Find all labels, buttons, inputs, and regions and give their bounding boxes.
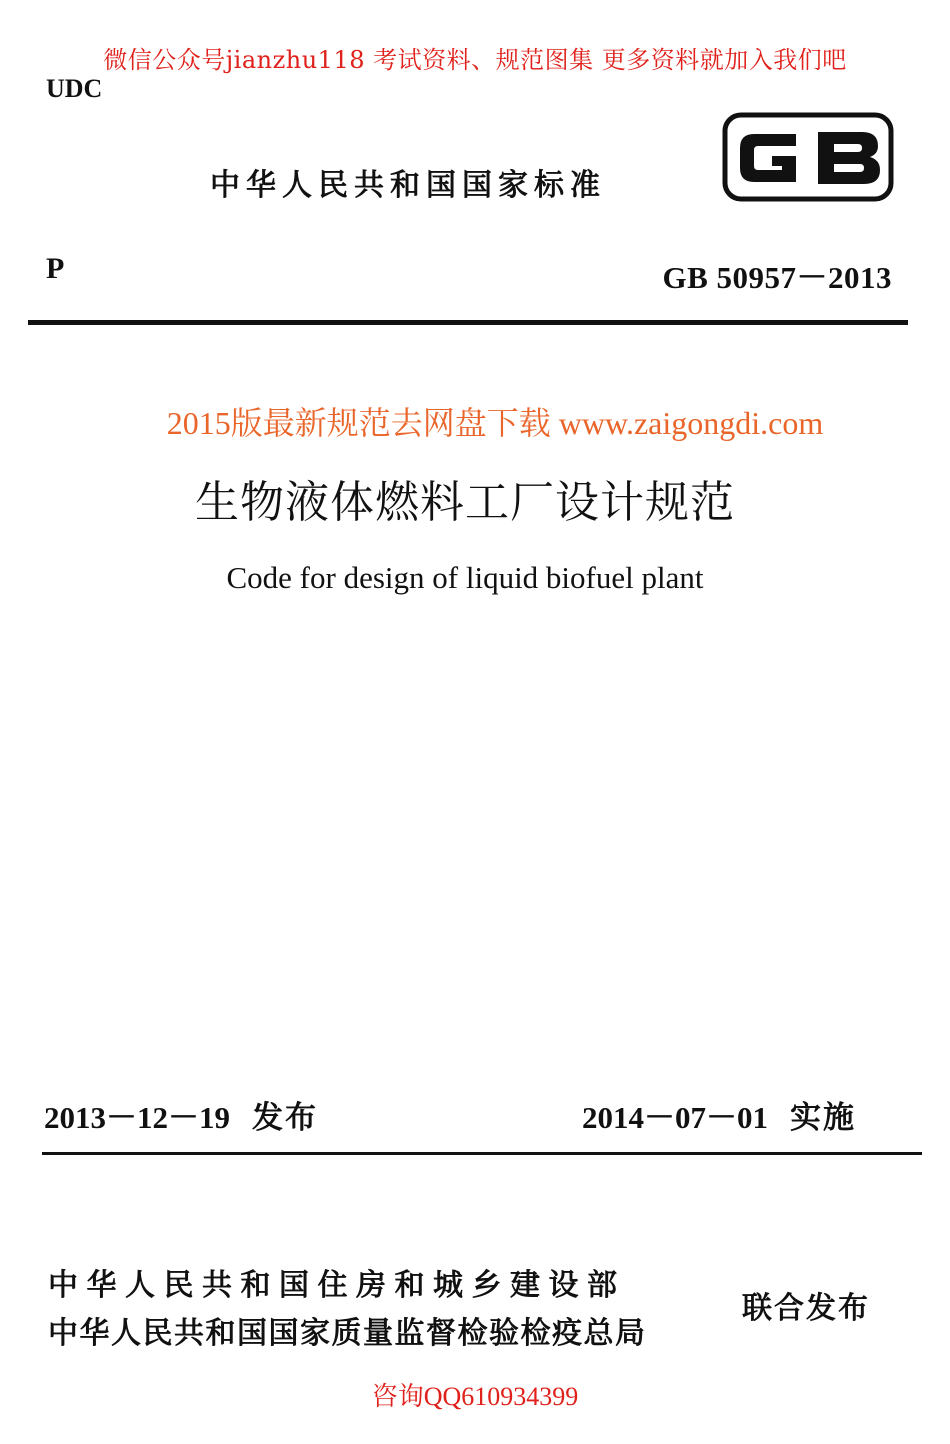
gb-logo	[722, 112, 894, 202]
publisher-line-2: 中华人民共和国国家质量监督检验检疫总局	[48, 1316, 647, 1351]
publisher-line-1: 中华人民共和国住房和城乡建设部	[48, 1268, 626, 1303]
issue-date-block	[44, 1092, 318, 1137]
footer-divider	[42, 1152, 922, 1155]
watermark-top-banner: 微信公众号jianzhu118 考试资料、规范图集 更多资料就加入我们吧	[103, 46, 847, 74]
title-chinese: 生物液体燃料工厂设计规范	[195, 477, 735, 528]
promo-watermark: 2015版最新规范去网盘下载 www.zaigongdi.com	[166, 405, 824, 441]
header-divider	[28, 320, 908, 325]
title-english: Code for design of liquid biofuel plant	[226, 560, 704, 595]
implement-label: 实施	[790, 1100, 856, 1136]
national-standard-heading: 中华人民共和国国家标准	[210, 168, 606, 203]
implement-date: 2014－07－01	[582, 1100, 768, 1135]
contact-watermark: 咨询QQ610934399	[371, 1382, 579, 1411]
classification-code: P	[46, 252, 65, 285]
issue-date: 2013－12－19	[44, 1100, 230, 1135]
standard-number: GB 50957－2013	[662, 260, 892, 295]
issue-label: 发布	[252, 1100, 318, 1136]
implement-date-block	[582, 1092, 856, 1137]
udc-label: UDC	[46, 74, 103, 103]
joint-publish-label: 联合发布	[742, 1291, 870, 1326]
